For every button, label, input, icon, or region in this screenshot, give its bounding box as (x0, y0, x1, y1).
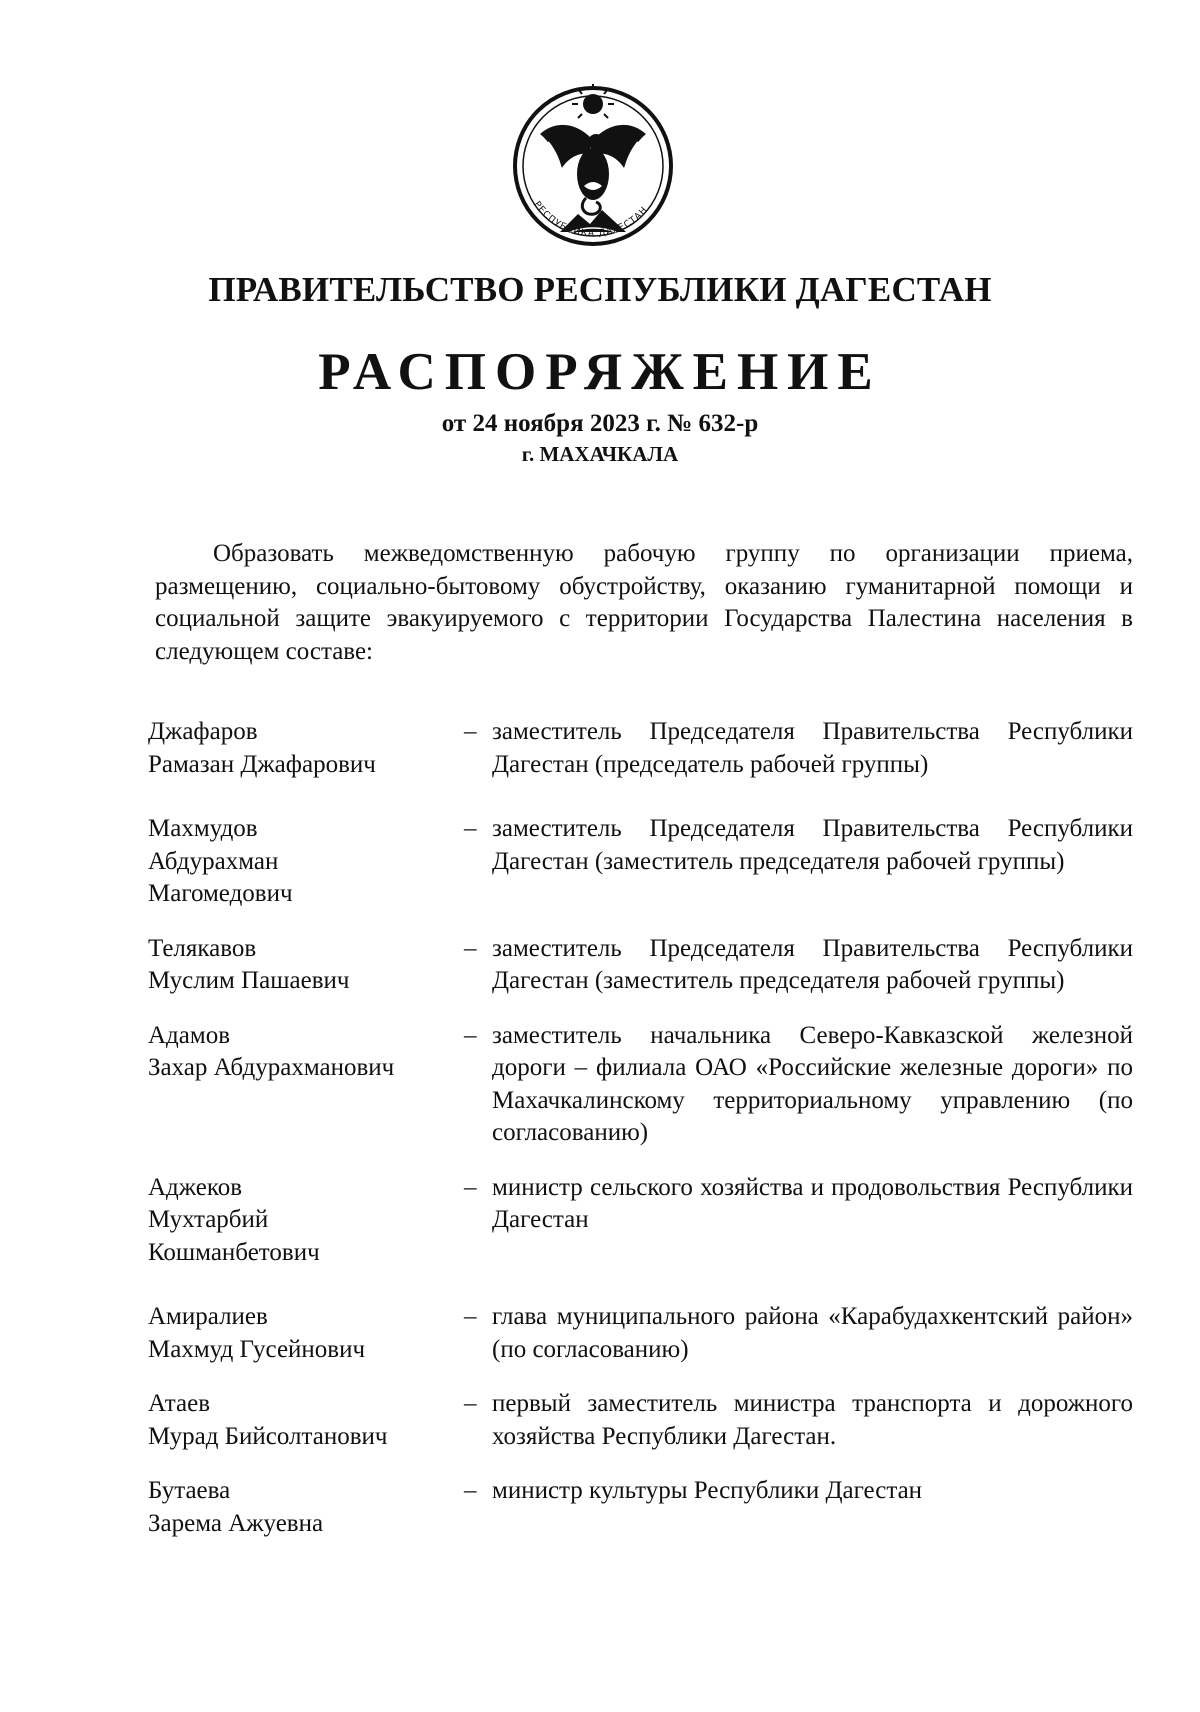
document-date-number: от 24 ноября 2023 г. № 632-р (441, 410, 759, 437)
member-role: заместитель Председателя Правительства Республики Дагестан (заместитель председателя рабочей группы) (492, 815, 1133, 875)
member-name-line: Рамазан Джафарович (148, 750, 376, 778)
member-dash: – (464, 815, 477, 842)
member-name (148, 933, 458, 998)
member-name (148, 1301, 458, 1366)
member-dash: – (464, 1173, 477, 1201)
member-row (148, 1301, 1133, 1366)
member-row (148, 1475, 1133, 1540)
member-role: заместитель Председателя Правительства Республики Дагестан (председатель рабочей группы) (492, 718, 1133, 778)
member-dash: – (464, 1477, 477, 1504)
member-name (148, 716, 458, 781)
dagestan-coat-of-arms-icon (498, 82, 688, 250)
member-name-line: Мурад Бийсолтанович (148, 1422, 388, 1450)
member-dash: – (464, 1021, 477, 1049)
member-row (148, 813, 1133, 911)
member-name-line: Мухтарбий (148, 1206, 269, 1233)
member-name-line: Бутаева (148, 1477, 231, 1504)
member-row (148, 1388, 1133, 1453)
member-name (148, 1388, 458, 1453)
intro-paragraph: Образовать межведомственную рабочую группу по организации приема, размещению, социально-бытовому обустройству, оказанию гуманитарной помощи и социальной защите эвакуируемого с территории Государства Палестина населения в следующем составе: (155, 540, 1133, 665)
member-name-line: Махмуд Гусейнович (148, 1335, 366, 1363)
member-dash: – (464, 934, 477, 962)
document-type-heading: РАСПОРЯЖЕНИЕ (318, 343, 882, 401)
member-name-line: Джафаров (148, 718, 258, 745)
member-name-line: Атаев (148, 1390, 211, 1417)
member-role: глава муниципального района «Карабудахкентский район» (по согласованию) (492, 1303, 1133, 1363)
member-row (148, 1172, 1133, 1270)
member-name-line: Адамов (148, 1021, 230, 1049)
member-name (148, 1475, 458, 1540)
member-name (148, 813, 458, 911)
member-name-line: Зарема Ажуевна (148, 1509, 324, 1537)
member-name-line: Абдурахман (148, 847, 279, 875)
member-name-line: Захар Абдурахманович (148, 1054, 395, 1081)
member-row (148, 933, 1133, 998)
member-list (148, 716, 1133, 1540)
member-dash: – (464, 1390, 477, 1417)
member-row (148, 716, 1133, 781)
svg-text:РЕСПУБЛИКА ДАГЕСТАН: РЕСПУБЛИКА ДАГЕСТАН (531, 199, 651, 240)
member-role: министр сельского хозяйства и продовольствия Республики Дагестан (492, 1173, 1133, 1233)
member-name-line: Магомедович (148, 880, 293, 907)
document-city: г. МАХАЧКАЛА (521, 442, 679, 466)
member-role: первый заместитель министра транспорта и дорожного хозяйства Республики Дагестан. (492, 1390, 1133, 1450)
member-name-line: Кошманбетович (148, 1238, 320, 1266)
member-dash: – (464, 1303, 477, 1330)
government-title: ПРАВИТЕЛЬСТВО РЕСПУБЛИКИ ДАГЕСТАН (208, 270, 992, 309)
member-name-line: Аджеков (148, 1173, 242, 1201)
member-role: заместитель Председателя Правительства Республики Дагестан (заместитель председателя рабочей группы) (492, 934, 1133, 994)
member-row (148, 1020, 1133, 1150)
member-name-line: Муслим Пашаевич (148, 967, 350, 994)
member-role: министр культуры Республики Дагестан (492, 1477, 923, 1504)
member-name (148, 1020, 458, 1150)
member-dash: – (464, 718, 477, 745)
member-name-line: Махмудов (148, 815, 258, 842)
member-name (148, 1172, 458, 1270)
member-name-line: Телякавов (148, 934, 257, 962)
member-name-line: Амиралиев (148, 1303, 268, 1330)
member-role: заместитель начальника Северо-Кавказской железной дороги – филиала ОАО «Российские железные дороги» по Махачкалинскому территориальному управлению (по согласованию) (492, 1021, 1133, 1146)
